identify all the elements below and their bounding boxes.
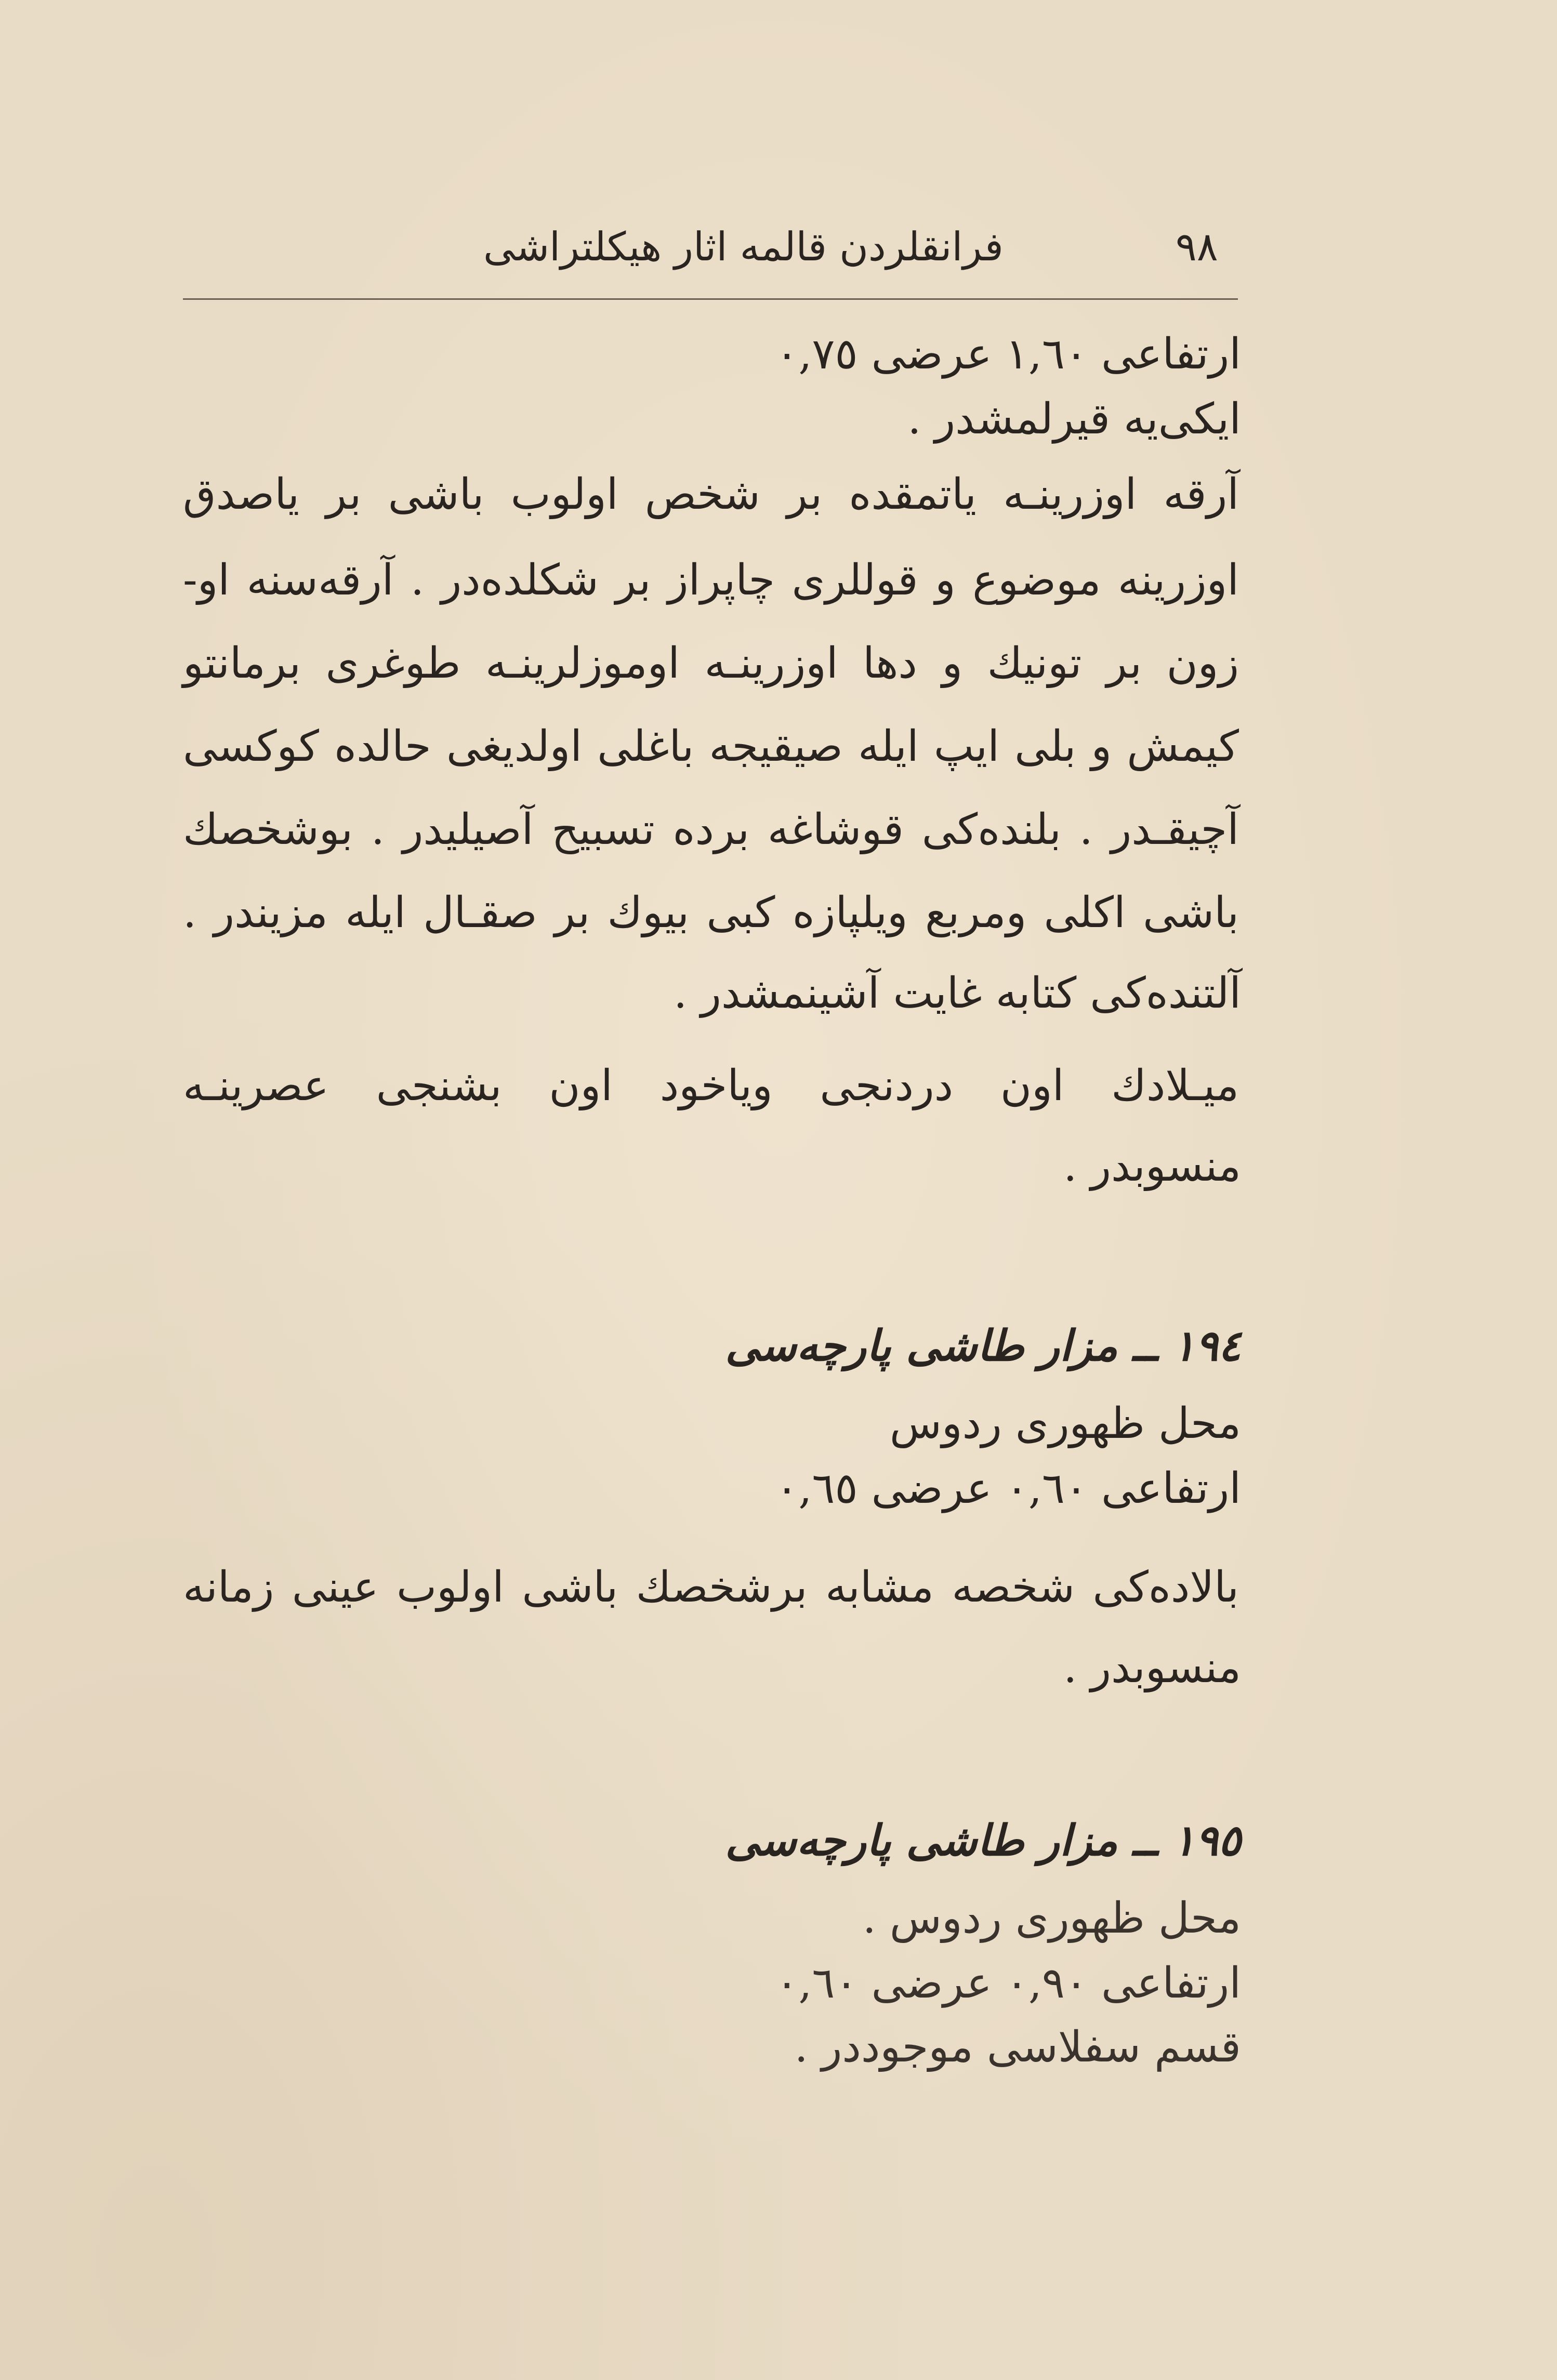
paragraph-line: آچیقـدر . بلنده‌كی قوشاغه برده تسبیح آصیلیدر . بوشخصك bbox=[183, 805, 1239, 854]
entry-194-origin: محل ظهوری ردوس bbox=[889, 1399, 1241, 1448]
entry-195-dimensions: ارتفاعی ٠,٩٠ عرضی ٠,٦٠ bbox=[775, 1959, 1241, 2008]
paragraph-line: اوزرینه موضوع و قوللری چاپراز بر شكلده‌در . آرقه‌سنه او- bbox=[183, 556, 1239, 605]
entry-195-note: قسم سفلاسی موجوددر . bbox=[794, 2022, 1241, 2072]
period-line: منسوبدر . bbox=[1063, 1142, 1241, 1191]
page-number: ٩٨ bbox=[1176, 223, 1218, 270]
entry-195-heading: ١٩٥ ــ مزار طاشی پارچه‌سی bbox=[725, 1816, 1241, 1866]
dimensions-line: ارتفاعی ١,٦٠ عرضی ٠,٧٥ bbox=[775, 329, 1241, 379]
entry-195-origin: محل ظهوری ردوس . bbox=[862, 1894, 1241, 1943]
running-head: فرانقلردن قالمه اثار هیكلتراشی bbox=[483, 223, 1004, 270]
paragraph-line: زون بر تونیك و دها اوزرینـه اوموزلرینـه طوغری برمانتو bbox=[183, 639, 1239, 688]
paragraph-line: كیمش و بلی ایپ ایله صیقیجه باغلی اولدیغی حالده كوكسی bbox=[183, 722, 1239, 771]
entry-194-description: بالاده‌كی شخصه مشابه برشخصك باشی اولوب عینی زمانه bbox=[183, 1563, 1239, 1612]
entry-194-heading: ١٩٤ ــ مزار طاشی پارچه‌سی bbox=[725, 1321, 1241, 1371]
broken-note: ایكی‌یه قیرلمشدر . bbox=[907, 394, 1241, 444]
paragraph-line: باشی اكلی ومربع ویلپازه كبی بیوك بر صقـال ایله مزیندر . bbox=[183, 888, 1239, 937]
entry-194-description: منسوبدر . bbox=[1063, 1643, 1241, 1693]
paragraph-line: آلتنده‌كی كتابه غایت آشینمشدر . bbox=[674, 969, 1241, 1018]
paragraph-line: آرقه اوزرینـه یاتمقده بر شخص اولوب باشی بر یاصدق bbox=[183, 470, 1239, 519]
header-rule bbox=[183, 298, 1238, 300]
period-line: میـلادك اون دردنجی ویاخود اون بشنجی عصرینـه bbox=[183, 1061, 1239, 1110]
entry-194-dimensions: ارتفاعی ٠,٦٠ عرضی ٠,٦٥ bbox=[775, 1464, 1241, 1513]
